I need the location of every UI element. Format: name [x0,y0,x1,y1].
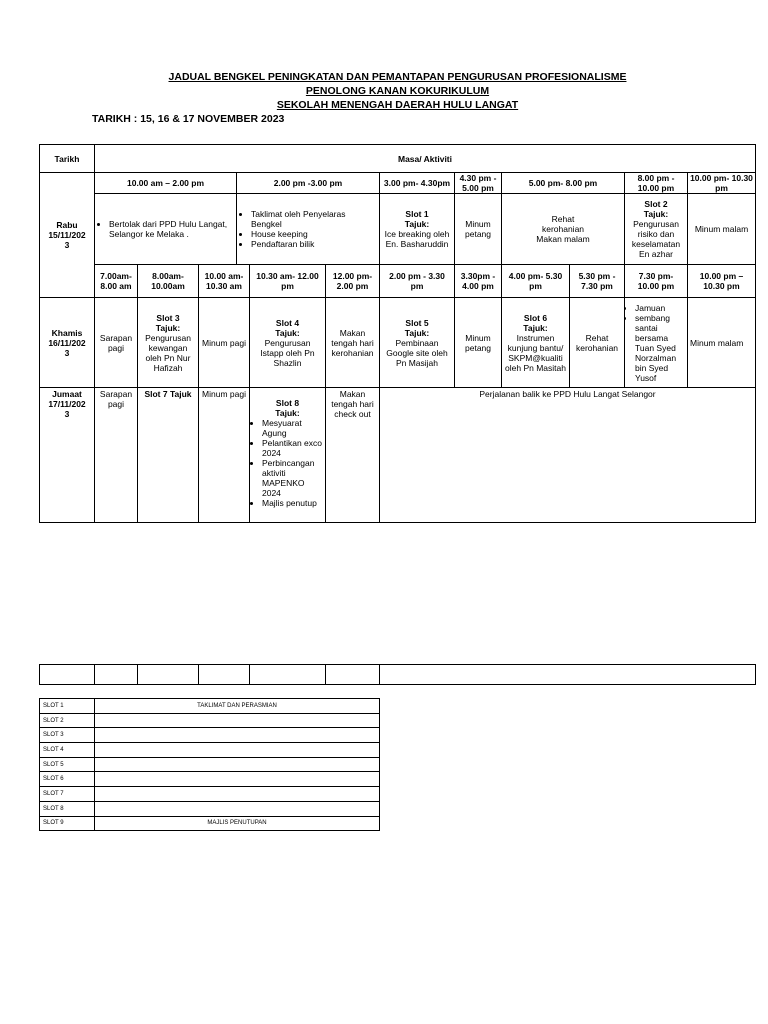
list-item: • Perbincangan aktiviti MAPENKO 2024 [262,458,323,498]
day1-label [39,172,95,298]
title-line-3: SEKOLAH MENENGAH DAERAH HULU LANGAT [276,99,519,111]
day2-activity-slot4 [249,297,326,388]
day3-activity-6: Perjalanan balik ke PPD Hulu Langat Selangor [379,387,756,523]
empty-cell [325,664,380,685]
text-line: Rehat [551,214,575,224]
slot-key: SLOT 7 [40,787,95,802]
slot-label: Slot 5 [405,317,429,328]
slot-text: Pengurusan kewangan oleh Pn Nur Hafizah [145,332,191,373]
header-tarikh: Tarikh [39,144,95,173]
day3-activity-3: Minum pagi [198,387,250,523]
day2-activity-7: Minum petang [454,297,502,388]
slot-key: SLOT 1 [40,699,95,714]
table-row [40,801,380,816]
day1-activity-slot2 [624,193,688,265]
day1-day: Rabu [56,220,78,230]
day1-time-1: 10.00 am – 2.00 pm [94,172,237,194]
tajuk-label: Tajuk: [643,209,669,219]
tajuk-label: Tajuk: [404,327,430,338]
day1-activity-2 [236,193,380,265]
day2-time-4: 10.30 am- 12.00 pm [249,264,326,298]
day1-time-3: 3.00 pm- 4.30pm [379,172,455,194]
document-title [0,70,768,112]
day2-time-6: 2.00 pm - 3.30 pm [379,264,455,298]
day1-time-7: 10.00 pm- 10.30 pm [687,172,756,194]
slot-text: Ice breaking oleh En. Basharuddin [384,229,450,249]
slot-key: SLOT 4 [40,743,95,758]
day2-year: 3 [64,347,70,358]
slot-value [95,757,380,772]
slot-key: SLOT 3 [40,728,95,743]
tajuk-label: Tajuk: [275,327,300,338]
list-item: • Pelantikan exco 2024 [262,438,323,458]
day2-time-9: 5.30 pm - 7.30 pm [569,264,625,298]
day2-time-1: 7.00am- 8.00 am [94,264,138,298]
title-line-2: PENOLONG KANAN KOKURIKULUM [305,85,490,97]
day1-activity-7: Minum malam [687,193,756,265]
list-item: • Majlis penutup [262,498,323,508]
empty-cell [198,664,250,685]
slot-key: SLOT 9 [40,816,95,831]
day2-day: Khamis [51,327,83,338]
empty-cell [137,664,199,685]
slot-value [95,787,380,802]
empty-cell [39,664,95,685]
day1-time-5: 5.00 pm- 8.00 pm [501,172,625,194]
slot-value: MAJLIS PENUTUPAN [95,816,380,831]
slot-table [39,698,380,831]
day3-activity-1: Sarapan pagi [94,387,138,523]
tajuk-label: Tajuk: [155,322,181,333]
day1-date: 15/11/202 [48,230,86,240]
day2-time-11: 10.00 pm – 10.30 pm [687,264,756,298]
slot-label: Slot 4 [275,317,300,328]
day1-time-2: 2.00 pm -3.00 pm [236,172,380,194]
slot-value [95,801,380,816]
day2-label [39,297,95,388]
slot-label: Slot 8 [275,398,300,408]
slot-value [95,728,380,743]
slot-label: Slot 1 [405,209,429,219]
date-line: TARIKH : 15, 16 & 17 NOVEMBER 2023 [92,113,285,125]
list-item: • House keeping [251,229,377,239]
day2-activity-slot3 [137,297,199,388]
day1-year: 3 [64,240,70,250]
day1-activity-1-text: • Bertolak dari PPD Hulu Langat, Selangor ke Melaka . [109,219,234,239]
day3-date: 17/11/202 [48,399,86,409]
day2-activity-1: Sarapan pagi [94,297,138,388]
slot-key: SLOT 2 [40,713,95,728]
table-row [40,728,380,743]
day3-activity-slot7: Slot 7 Tajuk [137,387,199,523]
day2-activity-slot5 [379,297,455,388]
empty-cell [249,664,326,685]
day1-time-4: 4.30 pm - 5.00 pm [454,172,502,194]
table-row [40,699,380,714]
list-item: • Mesyuarat Agung [262,418,323,438]
day2-activity-9: Rehat kerohanian [569,297,625,388]
slot-value [95,772,380,787]
table-row [40,816,380,831]
day3-day: Jumaat [52,389,82,399]
day1-time-6: 8.00 pm - 10.00 pm [624,172,688,194]
slot-text: Pengurusan Istapp oleh Pn Shazlin [260,337,315,368]
slot-key: SLOT 6 [40,772,95,787]
day3-year: 3 [64,409,70,419]
empty-cell [94,664,138,685]
slot-text: Pengurusan risiko dan keselamatan En azhar [631,219,681,259]
slot-key: SLOT 8 [40,801,95,816]
list-item: • Pendaftaran bilik [251,239,377,249]
day2-activity-11: Minum malam [687,297,756,388]
list-item: • Jamuan [635,303,685,313]
slot-value: TAKLIMAT DAN PERASMIAN [95,699,380,714]
slot-label: Slot 3 [156,312,180,323]
header-masa: Masa/ Aktiviti [94,144,756,173]
day2-activity-10 [624,297,688,388]
list-item: • Taklimat oleh Penyelaras Bengkel [251,209,377,229]
day2-time-8: 4.00 pm- 5.30 pm [501,264,570,298]
tajuk-label: Tajuk: [523,322,548,333]
table-row [40,713,380,728]
text-line: kerohanian [541,224,585,234]
day2-time-2: 8.00am- 10.00am [137,264,199,298]
day2-date: 16/11/202 [48,337,86,348]
slot-label: Slot 2 [644,199,668,209]
table-row [40,772,380,787]
day2-time-5: 12.00 pm- 2.00 pm [325,264,380,298]
day2-time-7: 3.30pm - 4.00 pm [454,264,502,298]
day1-activity-slot1 [379,193,455,265]
slot-key: SLOT 5 [40,757,95,772]
day3-activity-5: Makan tengah hari check out [325,387,380,523]
day1-activity-5 [501,193,625,265]
day3-label [39,387,95,523]
day1-activity-4: Minum petang [454,193,502,265]
day1-activity-1 [94,193,237,265]
table-row [40,743,380,758]
table-row [40,757,380,772]
day2-activity-3: Minum pagi [198,297,250,388]
tajuk-label: Tajuk: [404,219,430,229]
slot-value [95,713,380,728]
list-item: • sembang santai bersama Tuan Syed Norzalman bin Syed Yusof [635,313,685,383]
day2-time-10: 7.30 pm- 10.00 pm [624,264,688,298]
day2-activity-5: Makan tengah hari kerohanian [325,297,380,388]
empty-cell [379,664,756,685]
slot-text: Pembinaan Google site oleh Pn Masijah [386,337,448,368]
table-row [40,787,380,802]
title-line-1: JADUAL BENGKEL PENINGKATAN DAN PEMANTAPAN PENGURUSAN PROFESIONALISME [168,71,627,83]
tajuk-label: Tajuk: [275,408,300,418]
day2-activity-slot6 [501,297,570,388]
slot-label: Slot 6 [523,312,548,323]
slot-value [95,743,380,758]
text-line: Makan malam [536,234,590,244]
day3-activity-slot8 [249,387,326,523]
day2-time-3: 10.00 am- 10.30 am [198,264,250,298]
slot-text: Instrumen kunjung bantu/ SKPM@kualiti oleh Pn Masitah [505,332,566,373]
